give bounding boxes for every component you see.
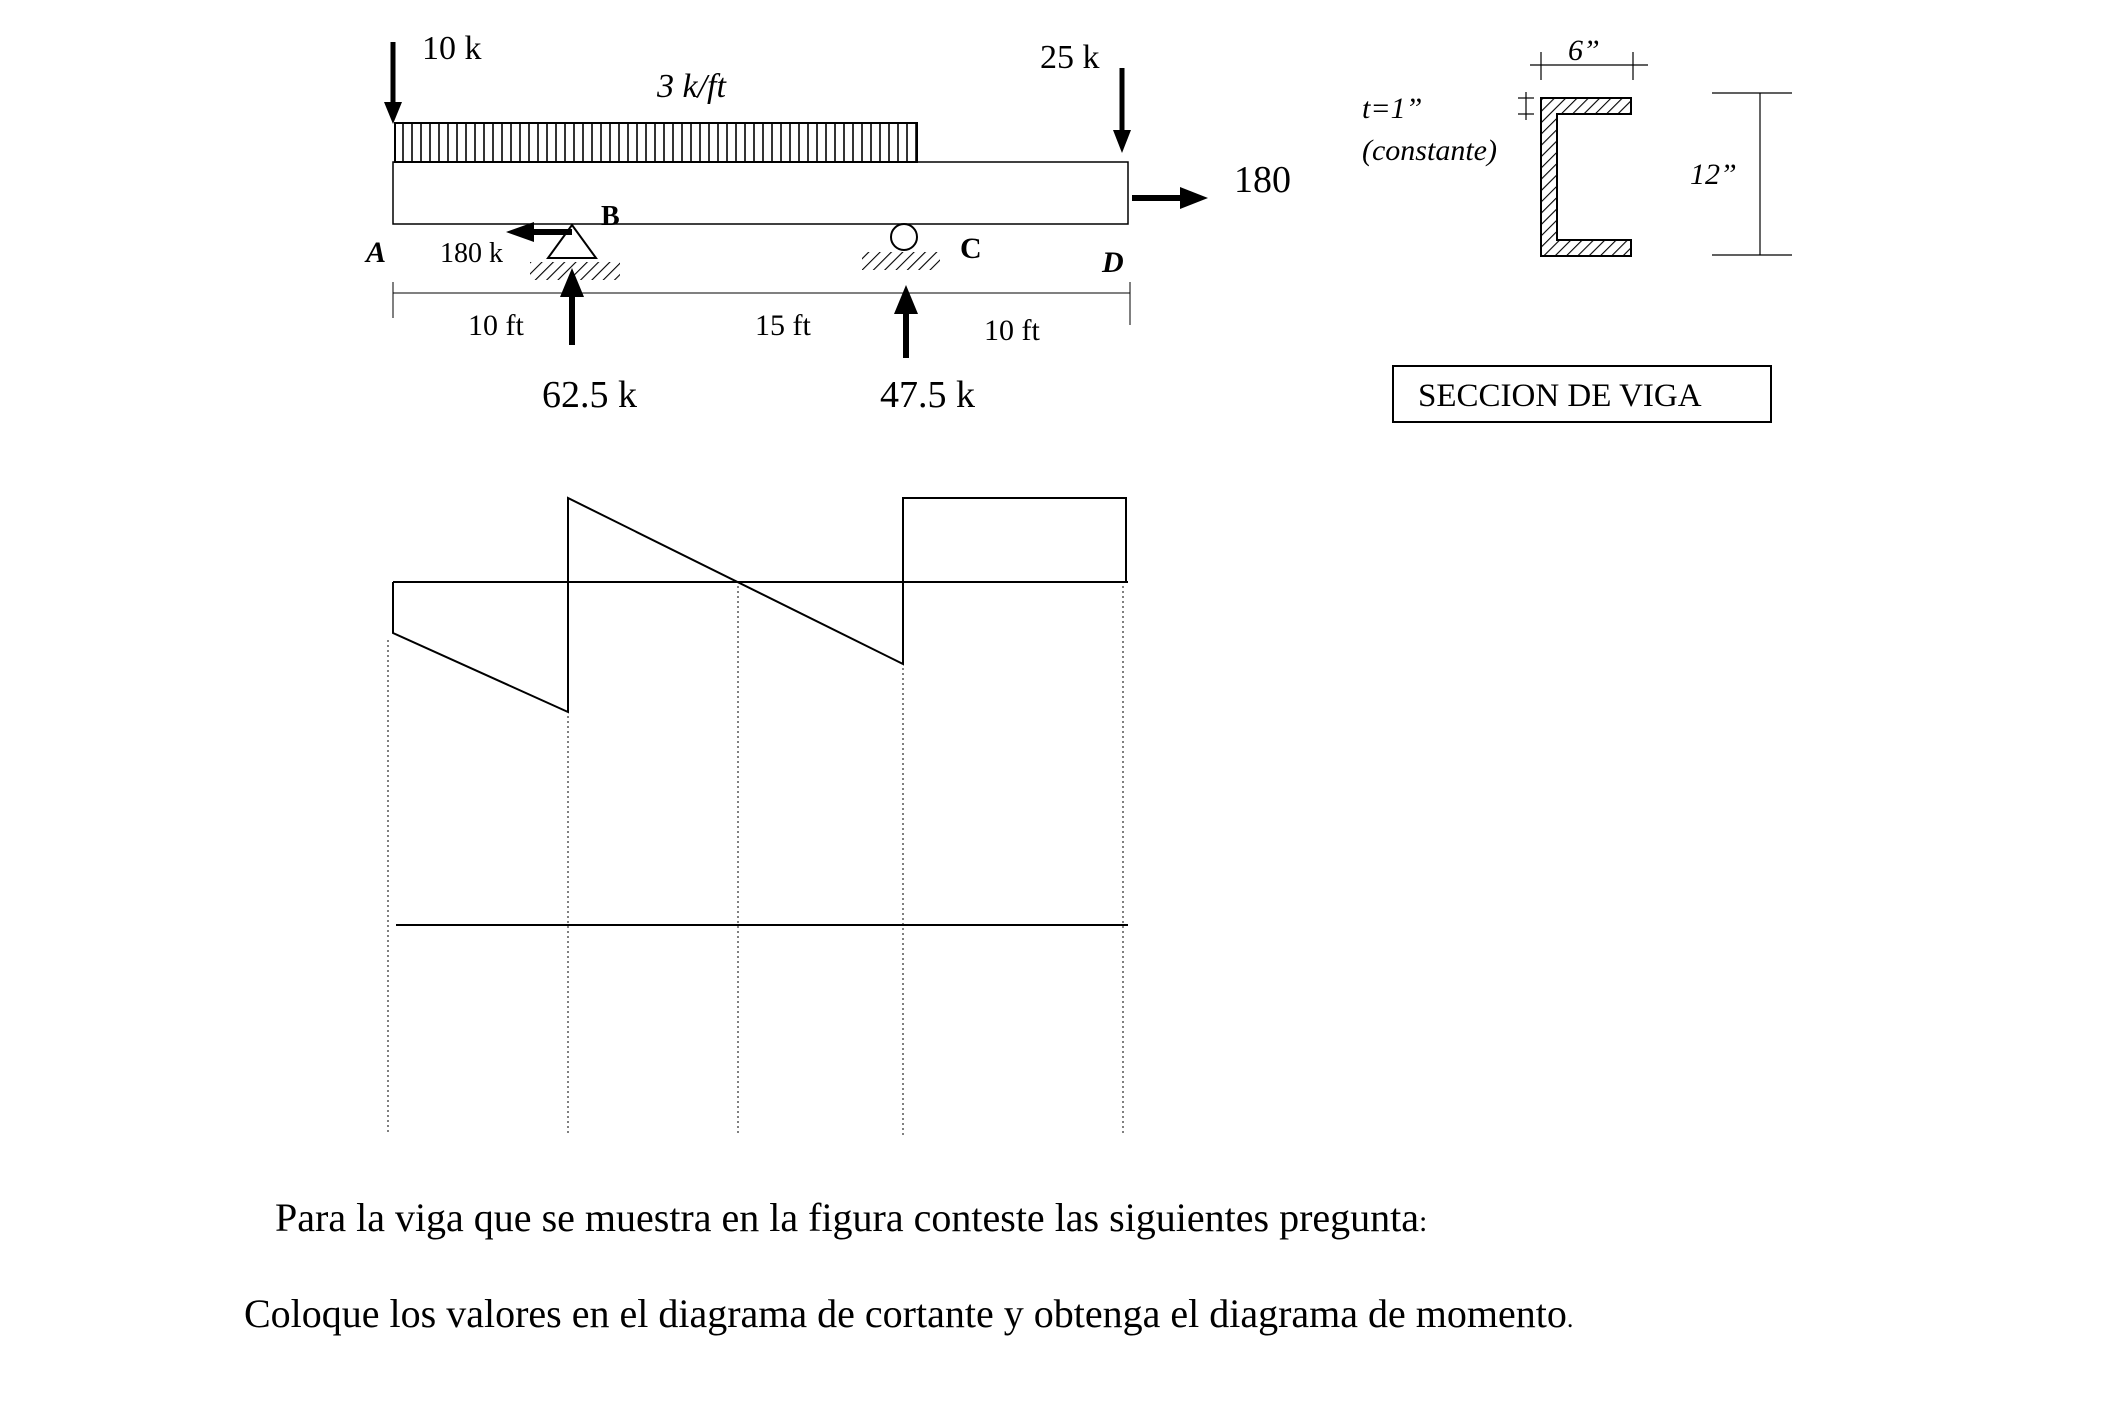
beam-body — [393, 162, 1128, 224]
question-2 — [244, 1290, 1573, 1337]
reaction-c-label: 47.5 k — [880, 374, 975, 416]
point-d-label: D — [1102, 246, 1124, 279]
span-ab-label: 10 ft — [468, 309, 524, 342]
section-thickness-label: t=1” — [1362, 92, 1423, 125]
section-thickness-note: (constante) — [1362, 134, 1497, 167]
distributed-load-label: 3 k/ft — [657, 68, 726, 105]
axial-force-arrow — [1132, 187, 1208, 209]
question-1-end: : — [1419, 1205, 1428, 1238]
point-a-label: A — [366, 236, 387, 269]
question-2-text: Coloque los valores en el diagrama de cortante y obtenga el diagrama de momento — [244, 1291, 1567, 1336]
reaction-b-label: 62.5 k — [542, 374, 637, 416]
point-c-label: C — [960, 232, 982, 265]
question-1 — [275, 1194, 1427, 1241]
roller-support-c — [862, 224, 940, 270]
axial-force-label: 180 — [1234, 159, 1291, 201]
span-cd-label: 10 ft — [984, 314, 1040, 347]
reaction-b-horizontal-label: 180 k — [440, 238, 503, 269]
section-height-label: 12” — [1690, 158, 1737, 191]
shear-diagram — [393, 498, 1128, 712]
shear-curve — [393, 498, 1126, 712]
question-2-end: . — [1566, 1304, 1574, 1333]
question-1-text: Para la viga que se muestra en la figura conteste las siguientes pregunta — [275, 1195, 1420, 1240]
point-b-label: B — [601, 201, 620, 232]
load-d-label: 25 k — [1040, 39, 1100, 76]
channel-section — [1541, 98, 1631, 256]
load-a-arrow — [384, 42, 402, 124]
section-width-label: 6” — [1568, 34, 1600, 67]
span-bc-label: 15 ft — [755, 309, 811, 342]
guide-lines — [388, 586, 1123, 1135]
section-title: SECCION DE VIGA — [1418, 378, 1702, 414]
section-title-box — [1392, 365, 1772, 423]
distributed-load-block — [395, 123, 917, 162]
section-thickness-dimension — [1518, 92, 1534, 120]
reaction-c-arrow — [894, 285, 918, 358]
load-a-label: 10 k — [422, 30, 482, 67]
load-d-arrow — [1113, 68, 1131, 153]
